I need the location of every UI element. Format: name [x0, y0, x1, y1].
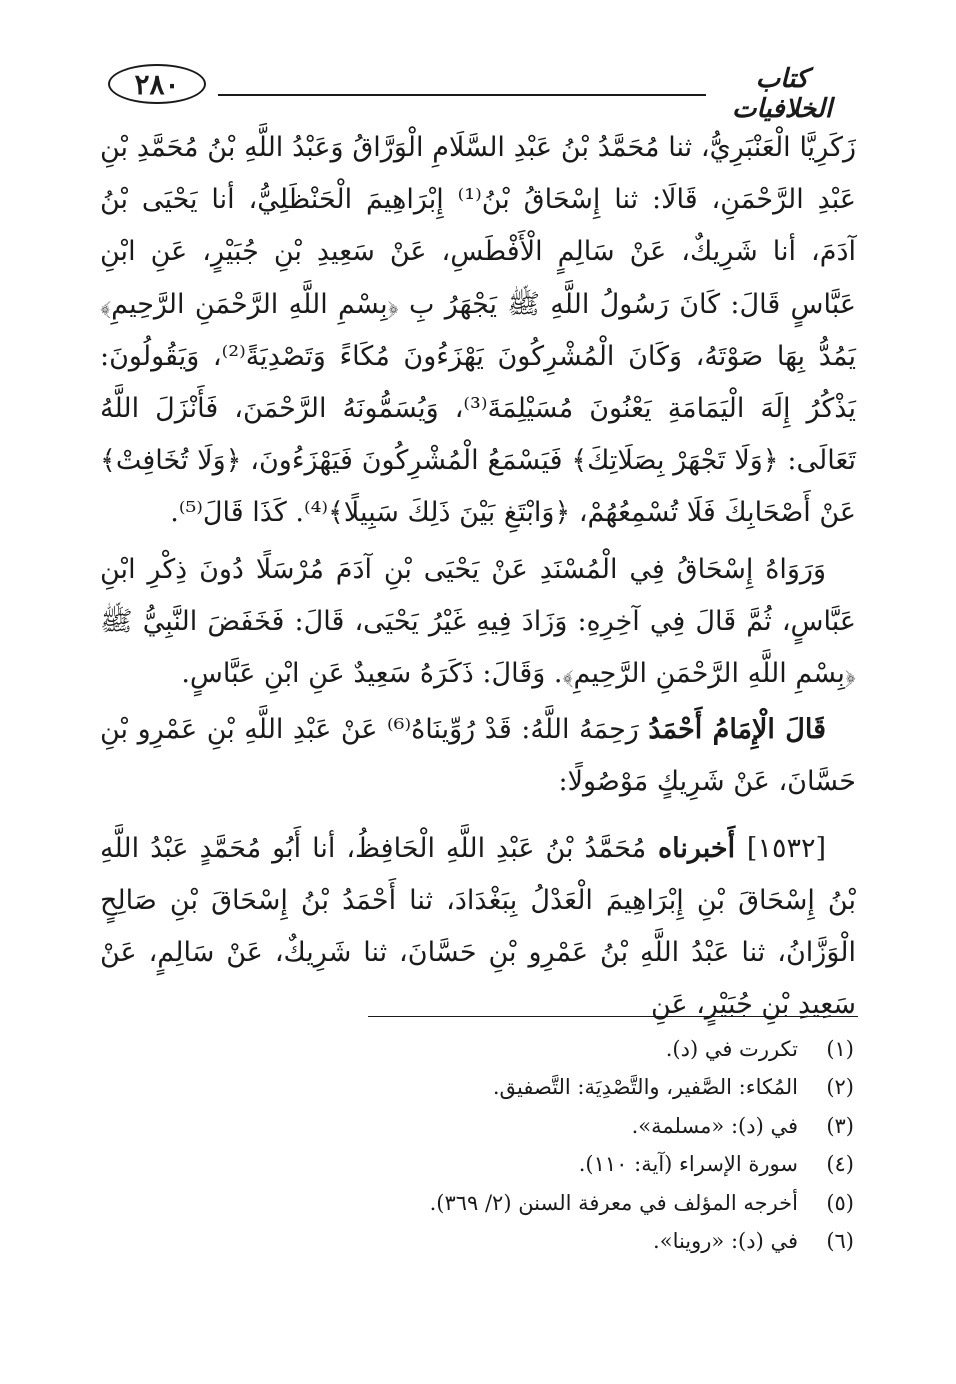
- imam-ahmad-text: رَحِمَهُ اللَّهُ: قَدْ رُوِّينَاهُ⁽⁶⁾ عَنْ عَبْدِ اللَّهِ بْنِ عَمْرِو بْنِ حَسَّانَ، عَنْ شَرِيكٍ مَوْصُولًا:: [100, 714, 856, 798]
- imam-ahmad-lead: قَالَ الْإِمَامُ أَحْمَدُ: [648, 714, 826, 746]
- footnote-number: (٣): [826, 1113, 854, 1138]
- footnote-item: [300, 1068, 854, 1106]
- page-number: ٢٨٠: [108, 64, 206, 104]
- footnote-number: (٢): [826, 1075, 854, 1100]
- footnote-number: (٦): [826, 1229, 854, 1254]
- footnote-text: تكررت في (د).: [665, 1037, 798, 1061]
- footnote-number: (١): [826, 1037, 854, 1061]
- hadith-1532-text: مُحَمَّدُ بْنُ عَبْدِ اللَّهِ الْحَافِظُ، أنا أَبُو مُحَمَّدٍ عَبْدُ اللَّهِ بْنُ إِسْحَاقَ بْنِ إِبْرَاهِيمَ الْعَدْلُ بِبَغْدَادَ، ثنا أَحْمَدُ بْنُ إِسْحَاقَ بْنِ صَالِحٍ الْوَزَّانُ، ثنا عَبْدُ اللَّهِ بْنُ عَمْرِو بْنِ حَسَّانَ، ثنا شَرِيكٌ، عَنْ سَالِمٍ، عَنْ سَعِيدِ بْنِ جُبَيْرٍ، عَنِ: [100, 832, 857, 1021]
- footnote-text: في (د): «مسلمة».: [631, 1113, 798, 1138]
- hadith-number: [١٥٣٢]: [746, 832, 826, 864]
- header-rule: [218, 94, 706, 96]
- footnote-item: [300, 1030, 854, 1068]
- footnote-text: في (د): «روينا».: [653, 1229, 798, 1254]
- book-title: كتاب الخلافيات: [731, 64, 833, 124]
- footnote-text: أخرجه المؤلف في معرفة السنن (٢/ ٣٦٩).: [429, 1190, 798, 1215]
- paragraph-hadith-1531: زَكَرِيَّا الْعَنْبَرِيُّ، ثنا مُحَمَّدُ بْنُ عَبْدِ السَّلَامِ الْوَرَّاقُ وَعَبْدُ اللَّهِ بْنُ مُحَمَّدِ بْنِ عَبْدِ الرَّحْمَنِ، قَالَا: ثنا إِسْحَاقُ بْنُ⁽¹⁾ إِبْرَاهِيمَ الْحَنْظَلِيُّ، أنا يَحْيَى بْنُ آدَمَ، أنا شَرِيكٌ، عَنْ سَالِمٍ الْأَفْطَسِ، عَنْ سَعِيدِ بْنِ جُبَيْرٍ، عَنِ ابْنِ عَبَّاسٍ قَالَ: كَانَ رَسُولُ اللَّهِ ﷺ يَجْهَرُ بِ ﴿بِسْمِ اللَّهِ الرَّحْمَنِ الرَّحِيمِ﴾ يَمُدُّ بِهَا صَوْتَهُ، وَكَانَ الْمُشْرِكُونَ يَهْزَءُونَ مُكَاءً وَتَصْدِيَةً⁽²⁾، وَيَقُولُونَ: يَذْكُرُ إِلَهَ الْيَمَامَةِ يَعْنُونَ مُسَيْلِمَةَ⁽³⁾، وَيُسَمُّونَهُ الرَّحْمَنَ، فَأَنْزَلَ اللَّهُ تَعَالَى: ﴿وَلَا تَجْهَرْ بِصَلَاتِكَ﴾ فَيَسْمَعُ الْمُشْرِكُونَ فَيَهْزَءُونَ، ﴿وَلَا تُخَافِتْ﴾ عَنْ أَصْحَابِكَ فَلَا تُسْمِعُهُمْ، ﴿وَابْتَغِ بَيْنَ ذَلِكَ سَبِيلًا﴾⁽⁴⁾. كَذَا قَالَ⁽⁵⁾.: [100, 132, 857, 529]
- page-header: [108, 60, 856, 124]
- main-text: [100, 122, 856, 1031]
- footnote-text: سورة الإسراء (آية: ١١٠).: [578, 1152, 798, 1177]
- paragraph-hadith-1532: [100, 823, 856, 1032]
- akhbarana-lead: أَخبرناه: [646, 832, 747, 864]
- paragraph-ishaq-narration: وَرَوَاهُ إِسْحَاقُ فِي الْمُسْنَدِ عَنْ يَحْيَى بْنِ آدَمَ مُرْسَلًا دُونَ ذِكْرِ ابْنِ عَبَّاسٍ، ثُمَّ قَالَ فِي آخِرِهِ: وَزَادَ فِيهِ غَيْرُ يَحْيَى، قَالَ: فَخَفَضَ النَّبِيُّ ﷺ ﴿بِسْمِ اللَّهِ الرَّحْمَنِ الرَّحِيمِ﴾. وَقَالَ: ذَكَرَهُ سَعِيدٌ عَنِ ابْنِ عَبَّاسٍ.: [100, 553, 856, 690]
- footnote-item: [300, 1222, 854, 1260]
- footnote-number: (٤): [826, 1152, 854, 1177]
- footnote-item: [300, 1145, 854, 1183]
- footnote-item: [300, 1184, 854, 1222]
- paragraph-imam-ahmad: [100, 704, 856, 808]
- footnote-text: المُكاء: الصَّفير، والتَّصْدِيَة: التَّصفيق.: [492, 1075, 798, 1100]
- footnotes: [300, 1030, 854, 1260]
- paragraph-gap: [100, 809, 856, 823]
- footnote-separator: [368, 1016, 858, 1017]
- footnote-number: (٥): [826, 1190, 854, 1215]
- footnote-item: [300, 1107, 854, 1145]
